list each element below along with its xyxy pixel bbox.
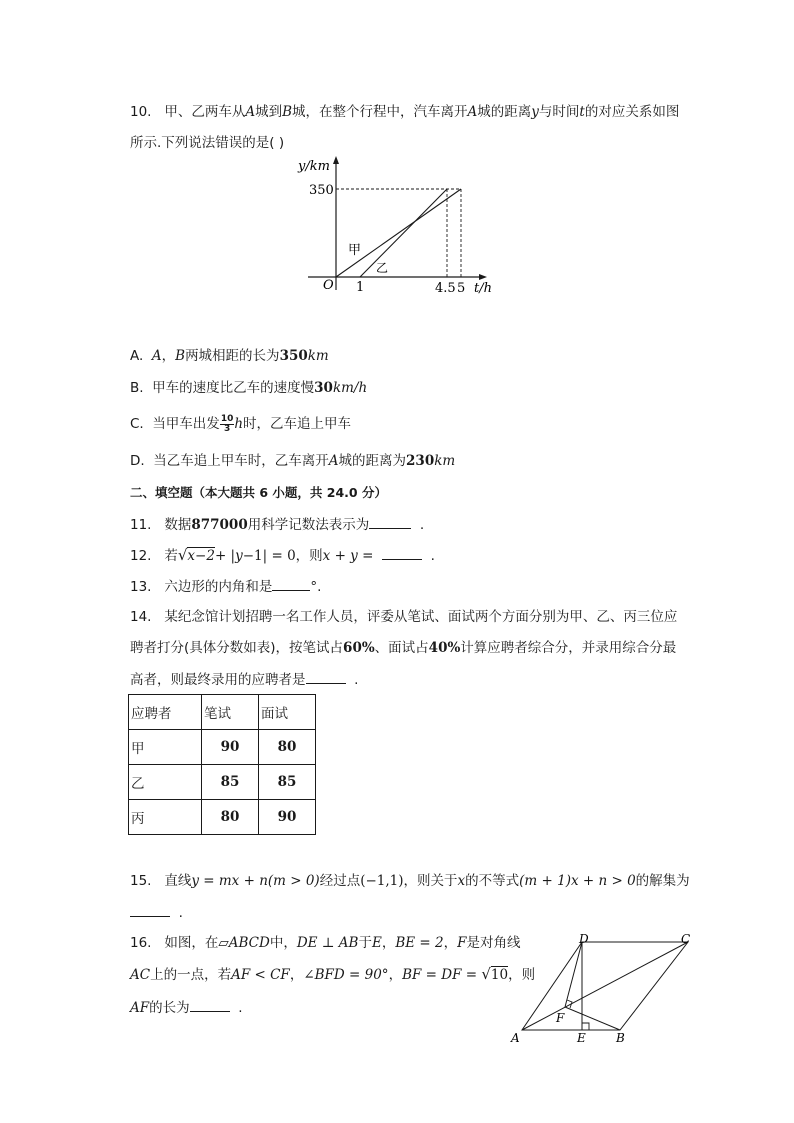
q16-figure [508, 930, 708, 1050]
y-tick-350: 350 [309, 183, 334, 198]
x-axis-arrow [479, 274, 487, 280]
section2-title: 二、填空题（本大题共 6 小题，共 24.0 分） [130, 485, 387, 500]
origin-label: O [323, 278, 334, 293]
q10-stem-line2: 所示.下列说法错误的是( ) [130, 135, 285, 151]
q10-stem-line1: 10. 甲、乙两车从A城到B城，在整个行程中，汽车离开A城的距离y与时间t的对应关系如图 [130, 104, 680, 120]
diagonal-ac [522, 942, 688, 1030]
q15-line2: . [130, 902, 183, 923]
q10-option-d[interactable]: D. 当乙车追上甲车时，乙车离开A城的距离为230km [130, 453, 456, 469]
label-jia: 甲 [348, 243, 362, 258]
score-table [128, 694, 316, 835]
label-a: A [511, 1031, 520, 1045]
line-jia [336, 189, 461, 277]
answer-blank[interactable] [190, 997, 230, 1012]
x-axis-label: t/h [474, 281, 492, 296]
answer-blank[interactable] [306, 669, 346, 684]
answer-blank[interactable] [130, 902, 170, 917]
table-row: 丙 80 90 [129, 800, 316, 835]
header-applicant: 应聘者 [129, 695, 202, 730]
q14-line1: 14. 某纪念馆计划招聘一名工作人员，评委从笔试、面试两个方面分别为甲、乙、丙三位应 [130, 609, 678, 625]
answer-blank[interactable] [382, 545, 422, 560]
fraction-10-3: $\frac{10}{3}$ [220, 413, 234, 434]
label-c: C [681, 932, 691, 946]
sqrt-sign: √ [177, 546, 188, 564]
q12: 12. 若√x−2+ |y−1| = 0，则x + y = . [130, 546, 435, 564]
q10-option-b[interactable]: B. 甲车的速度比乙车的速度慢30km/h [130, 380, 368, 396]
segment-bf [565, 1007, 620, 1030]
q10-option-a[interactable]: A. A，B两城相距的长为350km [130, 348, 329, 364]
q14-line3: 高者，则最终录用的应聘者是 . [130, 669, 358, 690]
table-row: 乙 85 85 [129, 765, 316, 800]
x-tick-5: 5 [457, 281, 466, 296]
answer-blank[interactable] [369, 514, 411, 529]
table-row: 甲 90 80 [129, 730, 316, 765]
segment-df [565, 942, 582, 1007]
right-angle-e [582, 1023, 589, 1030]
q14-line2: 聘者打分(具体分数如表)，按笔试占60%、面试占40%计算应聘者综合分，并录用综合分最 [130, 640, 677, 656]
label-e: E [577, 1031, 586, 1045]
q15-line1: 15. 直线y = mx + n(m > 0)经过点(−1,1)，则关于x的不等式(m + 1)x + n > 0的解集为 [130, 873, 690, 889]
table-header-row [129, 695, 316, 730]
q10-graph [290, 150, 510, 300]
q16-line3: AF的长为 . [130, 997, 243, 1018]
header-interview: 面试 [259, 695, 316, 730]
q11: 11. 数据877000用科学记数法表示为 . [130, 514, 424, 535]
q16-line2: AC上的一点，若AF < CF，∠BFD = 90°，BF = DF = √10，则 [130, 965, 536, 983]
y-axis-label: y/km [298, 159, 330, 174]
q13: 13. 六边形的内角和是 °. [130, 576, 321, 597]
label-d: D [579, 932, 589, 946]
q10-option-c[interactable]: C. 当甲车出发 $\frac{10}{3}$ h时，乙车追上甲车 [130, 413, 352, 434]
q10-number: 10. [130, 104, 152, 120]
label-b: B [616, 1031, 625, 1045]
y-axis-arrow [333, 156, 339, 164]
sqrt-content: x−2 [187, 548, 215, 564]
header-written: 笔试 [202, 695, 259, 730]
line-yi [360, 189, 447, 277]
q16-line1: 16. 如图，在▱ABCD中，DE ⊥ AB于E，BE = 2，F是对角线 [130, 935, 521, 951]
answer-blank[interactable] [272, 576, 310, 591]
x-tick-1: 1 [356, 280, 365, 295]
label-yi: 乙 [376, 261, 389, 275]
x-tick-4-5: 4.5 [435, 281, 456, 296]
right-angle-f [567, 1000, 572, 1008]
label-f: F [556, 1011, 565, 1025]
